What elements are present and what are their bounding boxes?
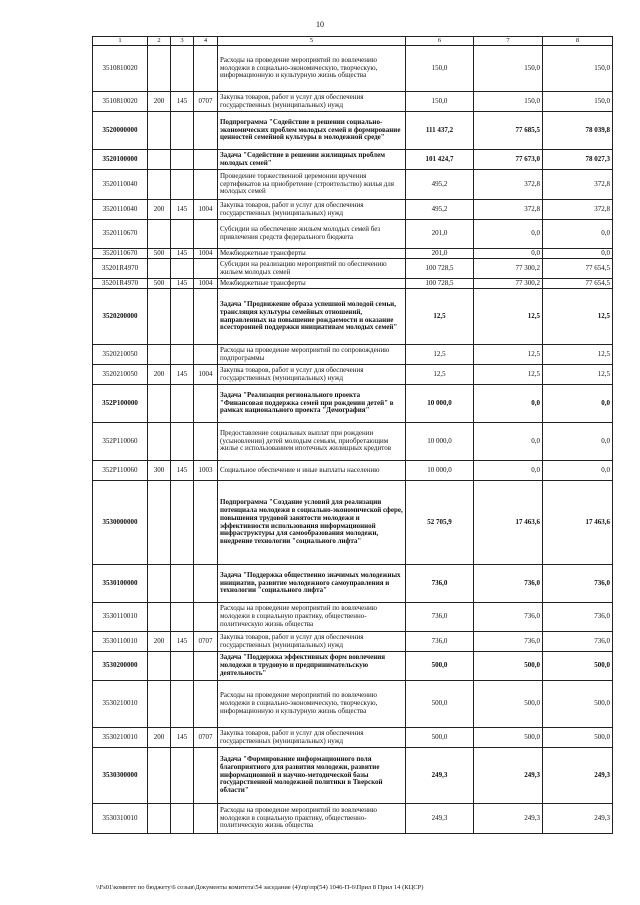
section-code [148, 748, 171, 804]
subsection-code: 1004 [194, 200, 218, 220]
target-code: 3530000000 [93, 481, 148, 565]
section-code: 200 [148, 632, 171, 652]
ministry-code [171, 681, 194, 728]
target-code: 3530110010 [93, 632, 148, 652]
budget-table [92, 36, 613, 834]
section-code: 200 [148, 92, 171, 112]
column-header: 7 [474, 37, 543, 46]
item-name: Расходы на проведение мероприятий по вовлечению молодежи в социально-экономическую, творческую, информационную и культурную жизнь общества [218, 681, 406, 728]
subsection-code [194, 46, 218, 92]
ministry-code [171, 652, 194, 681]
table-row [93, 728, 613, 748]
item-name: Задача "Содействие в решении жилищных проблем молодых семей" [218, 150, 406, 170]
section-code [148, 804, 171, 834]
amount-year-3: 500,0 [543, 652, 613, 681]
amount-year-1: 495,2 [406, 200, 474, 220]
section-code [148, 259, 171, 279]
table-row [93, 289, 613, 345]
ministry-code [171, 385, 194, 423]
subsection-code: 1003 [194, 461, 218, 481]
amount-year-2: 0,0 [474, 249, 543, 259]
target-code: 3530110010 [93, 603, 148, 632]
amount-year-2: 736,0 [474, 632, 543, 652]
ministry-code [171, 170, 194, 200]
target-code: 3520100000 [93, 150, 148, 170]
amount-year-2: 0,0 [474, 385, 543, 423]
amount-year-2: 500,0 [474, 652, 543, 681]
table-row [93, 112, 613, 150]
ministry-code [171, 748, 194, 804]
amount-year-2: 77 685,5 [474, 112, 543, 150]
table-row [93, 681, 613, 728]
item-name: Расходы на проведение мероприятий по вовлечению молодежи в социально-экономическую, творческую, информационную и культурную жизнь общества [218, 46, 406, 92]
target-code: 35201R4970 [93, 259, 148, 279]
ministry-code: 145 [171, 249, 194, 259]
item-name: Предоставление социальных выплат при рождении (усыновлении) детей молодым семьям, приобретающим жилье с использованием ипотечных жилищных кредитов [218, 423, 406, 461]
ministry-code [171, 220, 194, 249]
amount-year-1: 249,3 [406, 748, 474, 804]
table-row [93, 92, 613, 112]
target-code: 35201R4970 [93, 279, 148, 289]
section-code [148, 423, 171, 461]
item-name: Проведение торжественной церемонии вручения сертификатов на приобретение (строительство) жилья для молодых семей [218, 170, 406, 200]
ministry-code [171, 565, 194, 603]
table-row [93, 220, 613, 249]
amount-year-3: 736,0 [543, 603, 613, 632]
amount-year-2: 0,0 [474, 220, 543, 249]
amount-year-1: 100 728,5 [406, 259, 474, 279]
target-code: 352P110060 [93, 461, 148, 481]
ministry-code [171, 46, 194, 92]
ministry-code [171, 289, 194, 345]
item-name: Подпрограмма "Содействие в решении социально-экономических проблем молодых семей и формирование ценностей семейной культуры в молодежной среде" [218, 112, 406, 150]
item-name: Межбюджетные трансферты [218, 249, 406, 259]
subsection-code: 0707 [194, 92, 218, 112]
amount-year-2: 77 300,2 [474, 259, 543, 279]
amount-year-2: 736,0 [474, 565, 543, 603]
target-code: 352P110060 [93, 423, 148, 461]
amount-year-1: 10 000,0 [406, 385, 474, 423]
item-name: Закупка товаров, работ и услуг для обеспечения государственных (муниципальных) нужд [218, 728, 406, 748]
amount-year-3: 12,5 [543, 345, 613, 365]
amount-year-3: 372,8 [543, 170, 613, 200]
amount-year-2: 249,3 [474, 804, 543, 834]
subsection-code [194, 748, 218, 804]
subsection-code: 0707 [194, 632, 218, 652]
target-code: 3530210010 [93, 728, 148, 748]
amount-year-3: 249,3 [543, 804, 613, 834]
subsection-code [194, 565, 218, 603]
table-row [93, 279, 613, 289]
table-row [93, 170, 613, 200]
section-code [148, 681, 171, 728]
amount-year-3: 736,0 [543, 565, 613, 603]
table-row [93, 46, 613, 92]
section-code [148, 385, 171, 423]
subsection-code: 1004 [194, 249, 218, 259]
amount-year-2: 150,0 [474, 46, 543, 92]
amount-year-1: 12,5 [406, 345, 474, 365]
target-code: 3510810020 [93, 46, 148, 92]
amount-year-3: 150,0 [543, 46, 613, 92]
amount-year-1: 10 000,0 [406, 423, 474, 461]
section-code [148, 652, 171, 681]
target-code: 3520110670 [93, 249, 148, 259]
section-code [148, 603, 171, 632]
ministry-code: 145 [171, 728, 194, 748]
amount-year-1: 500,0 [406, 652, 474, 681]
file-path-footer: \\Fs01\комитет по бюджету\6 созыв\Документы комитета\54 заседание (4)\пр\пр(54) 1046-П-6\Прил 8 Прил 14 (КЦСР) [96, 884, 424, 891]
amount-year-1: 201,0 [406, 220, 474, 249]
amount-year-1: 150,0 [406, 46, 474, 92]
ministry-code [171, 603, 194, 632]
item-name: Задача "Формирование информационного поля благоприятного для развития молодежи, развитие информационной и научно-методической базы государственной молодежной политики в Тверской области" [218, 748, 406, 804]
ministry-code [171, 423, 194, 461]
subsection-code: 1004 [194, 365, 218, 385]
section-code [148, 170, 171, 200]
amount-year-3: 77 654,5 [543, 259, 613, 279]
amount-year-1: 111 437,2 [406, 112, 474, 150]
subsection-code [194, 652, 218, 681]
table-row [93, 385, 613, 423]
amount-year-3: 78 027,3 [543, 150, 613, 170]
subsection-code [194, 150, 218, 170]
section-code [148, 46, 171, 92]
section-code [148, 481, 171, 565]
item-name: Задача "Поддержка общественно значимых молодежных инициатив, развитие молодежного самоуправления и технологии "социального лифта" [218, 565, 406, 603]
amount-year-3: 500,0 [543, 728, 613, 748]
amount-year-3: 12,5 [543, 365, 613, 385]
column-header: 8 [543, 37, 613, 46]
target-code: 3530100000 [93, 565, 148, 603]
target-code: 3530200000 [93, 652, 148, 681]
amount-year-1: 100 728,5 [406, 279, 474, 289]
target-code: 3520110670 [93, 220, 148, 249]
table-row [93, 423, 613, 461]
target-code: 3520210050 [93, 365, 148, 385]
table-row [93, 150, 613, 170]
item-name: Закупка товаров, работ и услуг для обеспечения государственных (муниципальных) нужд [218, 92, 406, 112]
amount-year-2: 17 463,6 [474, 481, 543, 565]
amount-year-2: 500,0 [474, 681, 543, 728]
subsection-code [194, 681, 218, 728]
section-code [148, 150, 171, 170]
column-header: 6 [406, 37, 474, 46]
section-code [148, 289, 171, 345]
item-name: Закупка товаров, работ и услуг для обеспечения государственных (муниципальных) нужд [218, 632, 406, 652]
amount-year-1: 10 000,0 [406, 461, 474, 481]
target-code: 3530210010 [93, 681, 148, 728]
column-header: 1 [93, 37, 148, 46]
amount-year-1: 12,5 [406, 289, 474, 345]
target-code: 3520200000 [93, 289, 148, 345]
table-row [93, 481, 613, 565]
target-code: 3520210050 [93, 345, 148, 365]
amount-year-2: 0,0 [474, 461, 543, 481]
target-code: 3530310010 [93, 804, 148, 834]
ministry-code: 145 [171, 632, 194, 652]
column-header: 2 [148, 37, 171, 46]
amount-year-3: 0,0 [543, 385, 613, 423]
amount-year-3: 500,0 [543, 681, 613, 728]
column-header: 5 [218, 37, 406, 46]
amount-year-2: 372,8 [474, 170, 543, 200]
subsection-code: 0707 [194, 728, 218, 748]
item-name: Задача "Реализация регионального проекта "Финансовая поддержка семей при рождении детей" в рамках национального проекта "Демография" [218, 385, 406, 423]
target-code: 3520110040 [93, 200, 148, 220]
amount-year-1: 500,0 [406, 681, 474, 728]
table-row [93, 461, 613, 481]
ministry-code: 145 [171, 365, 194, 385]
amount-year-2: 150,0 [474, 92, 543, 112]
table-row [93, 748, 613, 804]
amount-year-1: 12,5 [406, 365, 474, 385]
amount-year-3: 736,0 [543, 632, 613, 652]
table-row [93, 632, 613, 652]
amount-year-2: 500,0 [474, 728, 543, 748]
amount-year-2: 249,3 [474, 748, 543, 804]
section-code [148, 345, 171, 365]
amount-year-3: 77 654,5 [543, 279, 613, 289]
item-name: Задача "Поддержка эффективных форм вовлечения молодежи в трудовую и предпринимательскую деятельность" [218, 652, 406, 681]
amount-year-1: 500,0 [406, 728, 474, 748]
section-code [148, 112, 171, 150]
target-code: 352P100000 [93, 385, 148, 423]
ministry-code [171, 345, 194, 365]
item-name: Расходы на проведение мероприятий по вовлечению молодежи в социальную практику, общественно-политическую жизнь общества [218, 603, 406, 632]
ministry-code: 145 [171, 92, 194, 112]
table-row [93, 603, 613, 632]
amount-year-1: 495,2 [406, 170, 474, 200]
item-name: Субсидии на обеспечение жильем молодых семей без привлечения средств федерального бюджета [218, 220, 406, 249]
page-number: 10 [316, 20, 324, 29]
amount-year-2: 77 673,0 [474, 150, 543, 170]
target-code: 3520110040 [93, 170, 148, 200]
ministry-code: 145 [171, 279, 194, 289]
amount-year-1: 736,0 [406, 632, 474, 652]
subsection-code [194, 423, 218, 461]
amount-year-2: 0,0 [474, 423, 543, 461]
amount-year-3: 12,5 [543, 289, 613, 345]
amount-year-3: 0,0 [543, 249, 613, 259]
section-code [148, 220, 171, 249]
ministry-code [171, 259, 194, 279]
item-name: Закупка товаров, работ и услуг для обеспечения государственных (муниципальных) нужд [218, 365, 406, 385]
amount-year-3: 150,0 [543, 92, 613, 112]
amount-year-2: 77 300,2 [474, 279, 543, 289]
amount-year-1: 201,0 [406, 249, 474, 259]
amount-year-3: 0,0 [543, 461, 613, 481]
section-code: 500 [148, 279, 171, 289]
amount-year-1: 736,0 [406, 565, 474, 603]
item-name: Подпрограмма "Создание условий для реализации потенциала молодежи в социально-экономической сфере, повышения трудовой занятости молодежи и эффективности использования информационной инфраструктуры для самообразования молодежи, внедрение технологии "социального лифта" [218, 481, 406, 565]
amount-year-2: 372,8 [474, 200, 543, 220]
section-code: 200 [148, 728, 171, 748]
ministry-code: 145 [171, 200, 194, 220]
header-row [93, 37, 613, 46]
section-code: 200 [148, 200, 171, 220]
ministry-code [171, 150, 194, 170]
amount-year-2: 12,5 [474, 345, 543, 365]
item-name: Социальное обеспечение и иные выплаты населению [218, 461, 406, 481]
item-name: Расходы на проведение мероприятий по сопровождению подпрограммы [218, 345, 406, 365]
subsection-code: 1004 [194, 279, 218, 289]
amount-year-1: 249,3 [406, 804, 474, 834]
target-code: 3520000000 [93, 112, 148, 150]
table-row [93, 345, 613, 365]
column-header: 3 [171, 37, 194, 46]
ministry-code [171, 804, 194, 834]
subsection-code [194, 259, 218, 279]
table-row [93, 365, 613, 385]
ministry-code [171, 481, 194, 565]
amount-year-2: 12,5 [474, 289, 543, 345]
subsection-code [194, 603, 218, 632]
table-row [93, 200, 613, 220]
subsection-code [194, 385, 218, 423]
table-row [93, 652, 613, 681]
section-code [148, 565, 171, 603]
item-name: Расходы на проведение мероприятий по вовлечению молодежи в социальную практику, общественно-политическую жизнь общества [218, 804, 406, 834]
item-name: Задача "Продвижение образа успешной молодой семьи, трансляция культуры семейных отношений, направленных на повышение рождаемости и оказание всесторонней поддержки инициативам молодых семей" [218, 289, 406, 345]
section-code: 200 [148, 365, 171, 385]
amount-year-1: 52 705,9 [406, 481, 474, 565]
amount-year-1: 101 424,7 [406, 150, 474, 170]
ministry-code [171, 112, 194, 150]
ministry-code: 145 [171, 461, 194, 481]
amount-year-3: 249,3 [543, 748, 613, 804]
amount-year-1: 736,0 [406, 603, 474, 632]
subsection-code [194, 220, 218, 249]
amount-year-3: 372,8 [543, 200, 613, 220]
item-name: Субсидии на реализацию мероприятий по обеспечению жильем молодых семей [218, 259, 406, 279]
subsection-code [194, 345, 218, 365]
target-code: 3530300000 [93, 748, 148, 804]
section-code: 300 [148, 461, 171, 481]
amount-year-3: 0,0 [543, 423, 613, 461]
item-name: Закупка товаров, работ и услуг для обеспечения государственных (муниципальных) нужд [218, 200, 406, 220]
target-code: 3510810020 [93, 92, 148, 112]
subsection-code [194, 170, 218, 200]
subsection-code [194, 804, 218, 834]
subsection-code [194, 112, 218, 150]
item-name: Межбюджетные трансферты [218, 279, 406, 289]
subsection-code [194, 481, 218, 565]
subsection-code [194, 289, 218, 345]
section-code: 500 [148, 249, 171, 259]
amount-year-3: 78 039,8 [543, 112, 613, 150]
amount-year-3: 0,0 [543, 220, 613, 249]
table-row [93, 249, 613, 259]
table-row [93, 259, 613, 279]
amount-year-2: 12,5 [474, 365, 543, 385]
table-row [93, 565, 613, 603]
amount-year-2: 736,0 [474, 603, 543, 632]
column-header: 4 [194, 37, 218, 46]
table-row [93, 804, 613, 834]
amount-year-1: 150,0 [406, 92, 474, 112]
amount-year-3: 17 463,6 [543, 481, 613, 565]
